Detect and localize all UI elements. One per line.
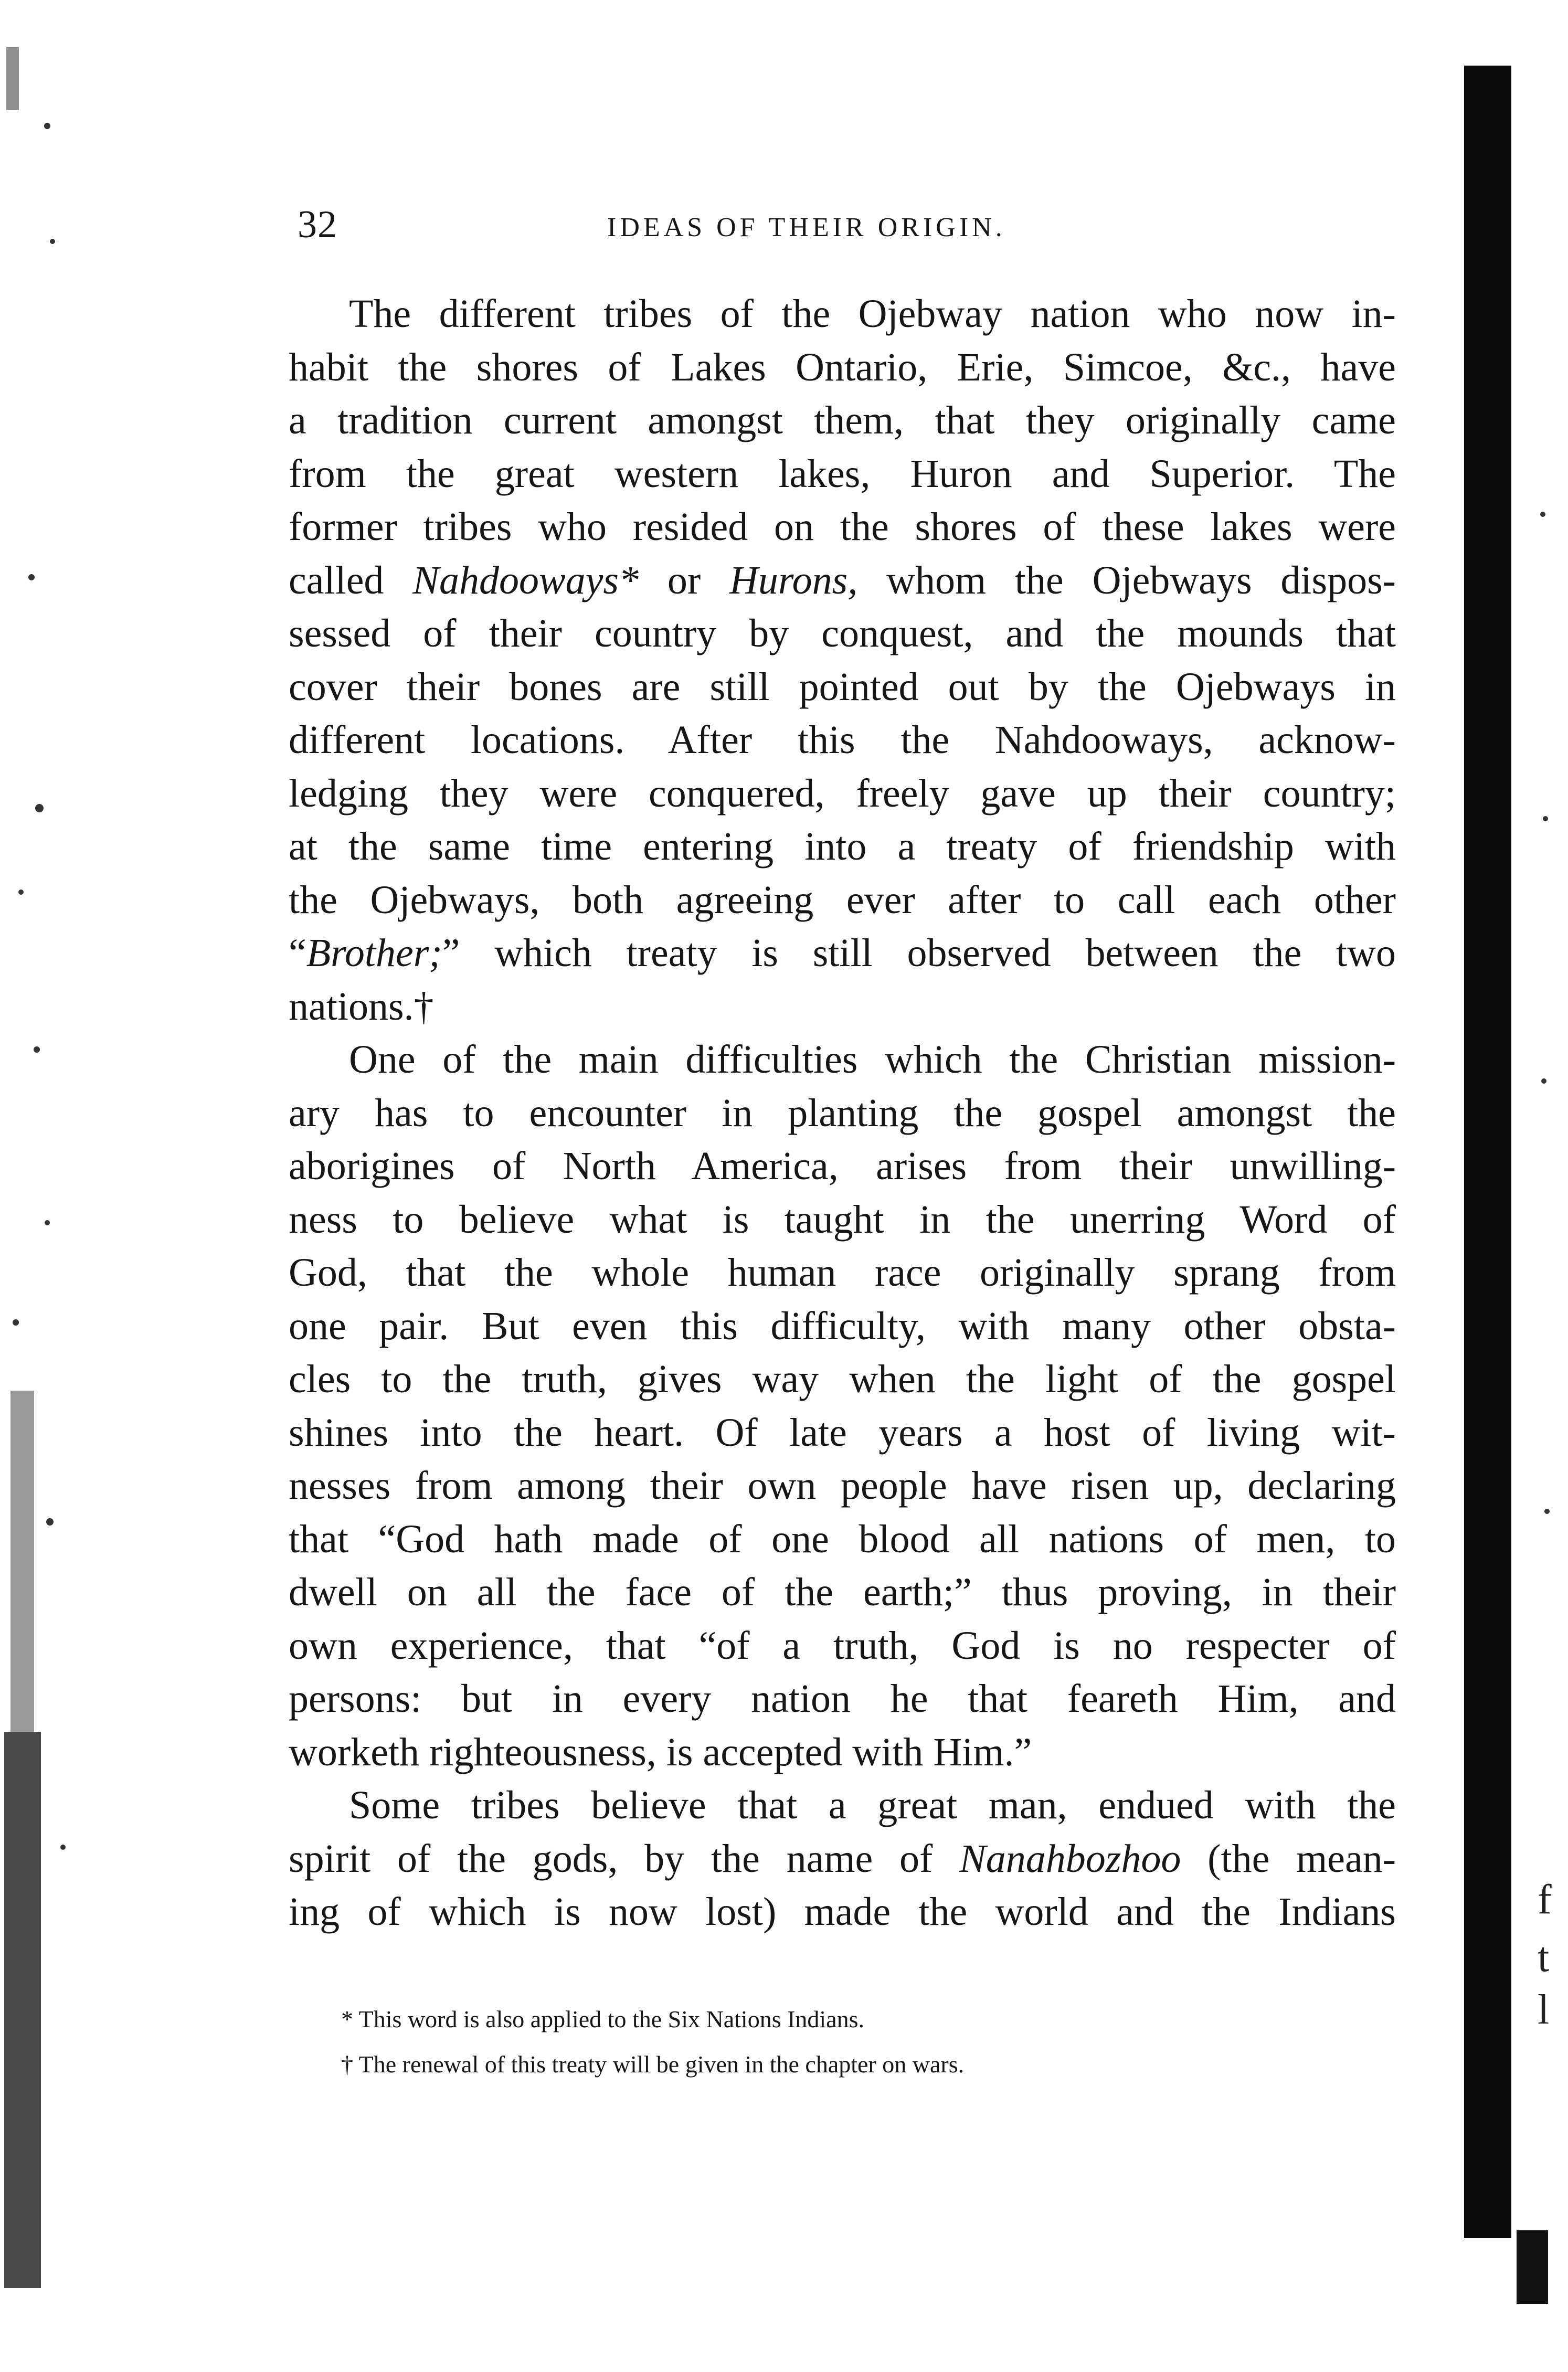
text-line: at the same time entering into a treaty of friendship with	[289, 824, 1396, 869]
edge-letter: f	[1538, 1877, 1552, 1923]
text-line: ledging they were conquered, freely gave up their country;	[289, 771, 1396, 816]
text-line: habit the shores of Lakes Ontario, Erie, Simcoe, &c., have	[289, 345, 1396, 389]
text-line: nations.†	[289, 984, 434, 1029]
text-line: God, that the whole human race originally sprang from	[289, 1251, 1396, 1295]
text-line: shines into the heart. Of late years a host of living wit-	[289, 1410, 1396, 1455]
text-line: nesses from among their own people have risen up, declaring	[289, 1464, 1396, 1508]
text-line: spirit of the gods, by the name of Nanahbozhoo (the mean-	[289, 1836, 1396, 1881]
text-line: Some tribes believe that a great man, endued with the	[349, 1783, 1396, 1827]
page-number: 32	[298, 203, 337, 246]
text-line: dwell on all the face of the earth;” thus proving, in their	[289, 1570, 1396, 1614]
text-line: called Nahdooways* or Hurons, whom the Ojebways dispos-	[289, 558, 1396, 602]
text-line: The different tribes of the Ojebway nation who now in-	[349, 292, 1396, 336]
text-line: cles to the truth, gives way when the light of the gospel	[289, 1357, 1396, 1401]
text-line: One of the main difficulties which the Christian mission-	[349, 1037, 1396, 1082]
text-line: former tribes who resided on the shores of these lakes were	[289, 505, 1396, 549]
footnote: * This word is also applied to the Six Nations Indians.	[341, 2006, 865, 2032]
text-line: ness to believe what is taught in the unerring Word of	[289, 1197, 1396, 1242]
text-line: sessed of their country by conquest, and the mounds that	[289, 611, 1396, 655]
text-line: from the great western lakes, Huron and Superior. The	[289, 451, 1396, 496]
text-line: cover their bones are still pointed out by the Ojebways in	[289, 664, 1396, 709]
text-line: “Brother;” which treaty is still observed between the two	[289, 931, 1396, 975]
scan-gutter-left	[0, 0, 89, 2372]
text-line: the Ojebways, both agreeing ever after to call each other	[289, 877, 1396, 922]
edge-letter: l	[1538, 1987, 1550, 2033]
running-title: IDEAS OF THEIR ORIGIN.	[607, 213, 1006, 242]
text-line: one pair. But even this difficulty, with many other obsta-	[289, 1304, 1396, 1348]
text-line: worketh righteousness, is accepted with Him.”	[289, 1730, 1032, 1774]
running-head	[298, 203, 1400, 250]
text-line: persons: but in every nation he that feareth Him, and	[289, 1677, 1396, 1721]
text-line: aborigines of North America, arises from their unwilling-	[289, 1144, 1396, 1188]
text-line: ary has to encounter in planting the gospel amongst the	[289, 1090, 1396, 1135]
footnotes	[341, 1997, 1338, 2087]
text-line: ing of which is now lost) made the world and the Indians	[289, 1890, 1396, 1934]
body-text	[289, 288, 1396, 1939]
text-line: own experience, that “of a truth, God is no respecter of	[289, 1623, 1396, 1668]
text-line: that “God hath made of one blood all nations of men, to	[289, 1517, 1396, 1561]
scan-gutter-right	[1459, 0, 1568, 2372]
footnote: † The renewal of this treaty will be given in the chapter on wars.	[341, 2051, 965, 2078]
edge-letter: t	[1538, 1934, 1550, 1981]
text-line: a tradition current amongst them, that they originally came	[289, 398, 1396, 442]
text-line: different locations. After this the Nahdooways, acknow-	[289, 718, 1396, 762]
